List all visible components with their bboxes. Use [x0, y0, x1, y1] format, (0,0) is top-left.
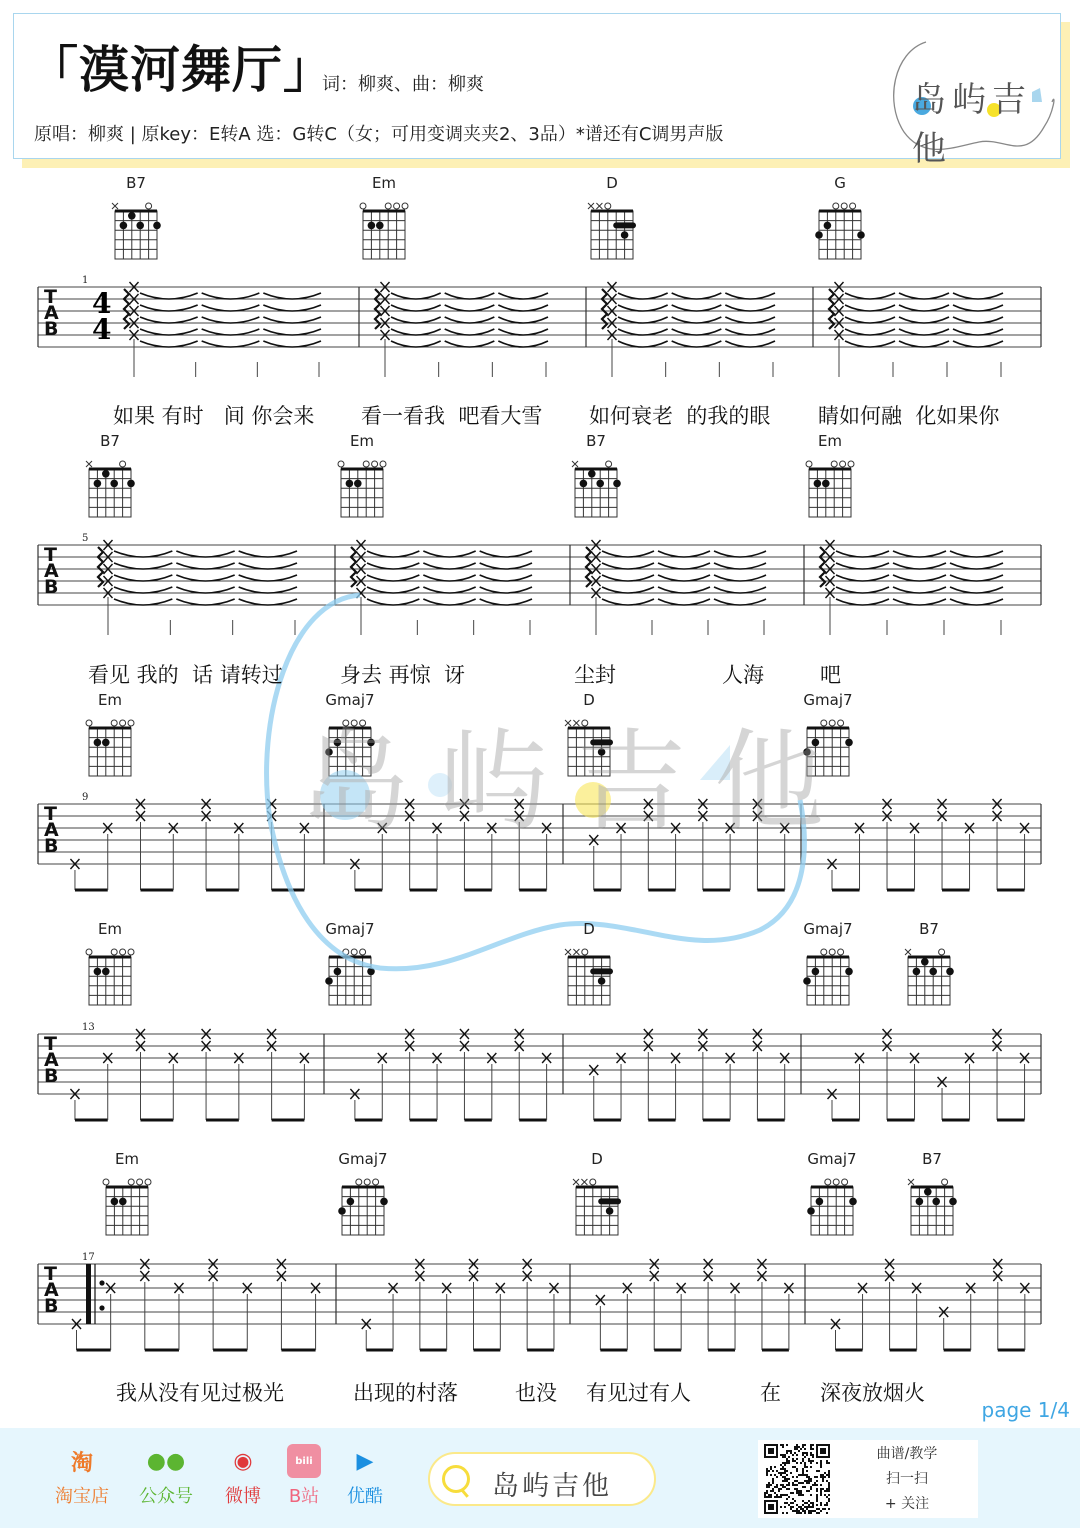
- chord-name-em: Em: [97, 691, 123, 709]
- svg-text:9: 9: [82, 792, 89, 803]
- lyric-segment: 人海: [722, 663, 764, 687]
- chord-name-em: Em: [371, 174, 397, 192]
- svg-text:A: A: [44, 560, 59, 582]
- lyric-segment: 吧: [820, 663, 841, 687]
- svg-text:B: B: [44, 318, 59, 340]
- taobao-icon: 淘: [70, 1450, 93, 1476]
- chord-diagram-b7: [908, 1179, 957, 1235]
- svg-text:T: T: [44, 286, 57, 308]
- social-link-2[interactable]: [211, 1444, 275, 1508]
- lyric-segment: 看一看我 吧看大雪: [361, 404, 543, 428]
- chord-diagram-em: [86, 720, 134, 776]
- social-label: 优酷: [347, 1486, 383, 1507]
- chord-diagram-g: [815, 203, 865, 259]
- chord-name-b7: B7: [586, 432, 606, 450]
- chord-name-d: D: [583, 691, 595, 709]
- tab-system-4: [38, 1022, 1041, 1120]
- svg-text:B: B: [44, 835, 59, 857]
- chord-diagram-em: [86, 949, 134, 1005]
- chord-name-d: D: [591, 1150, 603, 1168]
- search-text: 岛屿吉他: [492, 1471, 612, 1502]
- svg-text:T: T: [44, 1263, 57, 1285]
- svg-text:A: A: [44, 302, 59, 324]
- social-label: 淘宝店: [55, 1486, 109, 1507]
- lyric-segment: 出现的村落: [353, 1381, 458, 1405]
- svg-text:17: 17: [82, 1252, 95, 1263]
- tab-system-1: [38, 275, 1041, 377]
- song-title: 「漠河舞厅」: [28, 41, 334, 99]
- svg-text:T: T: [44, 1033, 57, 1055]
- qr-card[interactable]: [758, 1440, 978, 1518]
- chord-diagram-d: [588, 203, 633, 259]
- social-label: B站: [288, 1486, 320, 1507]
- svg-text:A: A: [44, 1049, 59, 1071]
- song-credits: 词：柳爽、曲：柳爽: [322, 74, 484, 95]
- social-link-1[interactable]: [134, 1444, 198, 1508]
- chord-diagram-gmaj7: [807, 1179, 857, 1235]
- lyric-segment: 尘封: [574, 663, 616, 687]
- svg-text:4: 4: [92, 313, 112, 346]
- lyric-segment: 如果 有时 间 你会来: [113, 404, 315, 428]
- social-link-4[interactable]: [333, 1444, 397, 1508]
- brand-watermark: [267, 595, 852, 969]
- chord-name-gmaj7: Gmaj7: [803, 691, 853, 709]
- svg-text:T: T: [44, 544, 57, 566]
- chord-diagram-b7: [86, 461, 135, 517]
- lyric-segment: 深夜放烟火: [820, 1381, 925, 1405]
- social-link-3[interactable]: [272, 1444, 336, 1508]
- chord-name-g: G: [834, 174, 846, 192]
- svg-text:T: T: [44, 803, 57, 825]
- svg-text:A: A: [44, 819, 59, 841]
- chord-diagram-b7: [572, 461, 621, 517]
- lyric-segment: 在: [760, 1381, 781, 1405]
- svg-text:13: 13: [82, 1022, 95, 1033]
- lyric-segment: 也没: [515, 1381, 557, 1405]
- logo-text: 岛屿吉他: [912, 80, 1032, 169]
- chord-name-gmaj7: Gmaj7: [325, 691, 375, 709]
- lyric-segment: 睛如何融 化如果你: [818, 404, 1000, 428]
- qr-code-icon: [764, 1444, 830, 1514]
- lyric-segment: 如何衰老 的我的眼: [589, 404, 771, 428]
- chord-name-gmaj7: Gmaj7: [325, 920, 375, 938]
- svg-text:4: 4: [92, 287, 112, 320]
- chord-name-b7: B7: [919, 920, 939, 938]
- bilibili-icon: bili: [287, 1444, 321, 1478]
- chord-name-d: D: [583, 920, 595, 938]
- social-link-0[interactable]: [50, 1444, 114, 1508]
- chord-name-em: Em: [817, 432, 843, 450]
- youku-icon: ▶: [356, 1448, 374, 1474]
- tab-system-5: [38, 1252, 1041, 1350]
- lyric-segment: 我从没有见过极光: [116, 1381, 284, 1405]
- chord-diagram-gmaj7: [338, 1179, 388, 1235]
- svg-text:B: B: [44, 576, 59, 598]
- svg-text:岛屿吉他: 岛屿吉他: [300, 718, 852, 846]
- song-info: 原唱：柳爽 | 原key：E转A 选：G转C（女；可用变调夹夹2、3品）*谱还有C调男声版: [34, 124, 724, 145]
- lyric-segment: 有见过有人: [586, 1381, 691, 1405]
- svg-text:5: 5: [82, 533, 89, 544]
- chord-diagram-b7: [112, 203, 161, 259]
- chord-name-em: Em: [97, 920, 123, 938]
- svg-text:1: 1: [82, 275, 89, 286]
- chord-name-b7: B7: [100, 432, 120, 450]
- search-box[interactable]: [428, 1452, 656, 1506]
- svg-text:B: B: [44, 1065, 59, 1087]
- chord-diagram-em: [338, 461, 386, 517]
- chord-diagram-b7: [905, 949, 954, 1005]
- chord-name-b7: B7: [922, 1150, 942, 1168]
- social-label: 公众号: [139, 1486, 193, 1507]
- chord-name-gmaj7: Gmaj7: [803, 920, 853, 938]
- qr-line-1: 曲谱/教学: [876, 1446, 938, 1462]
- weibo-icon: ◉: [233, 1448, 253, 1474]
- chord-name-d: D: [606, 174, 618, 192]
- lyric-segment: 身去 再惊 讶: [340, 663, 466, 687]
- svg-text:B: B: [44, 1295, 59, 1317]
- wechat-icon: ●●: [146, 1448, 186, 1474]
- chord-diagram-gmaj7: [803, 949, 853, 1005]
- page-indicator: page 1/4: [981, 1398, 1070, 1422]
- chord-name-em: Em: [349, 432, 375, 450]
- chord-diagram-d: [573, 1179, 618, 1235]
- chord-name-em: Em: [114, 1150, 140, 1168]
- tab-system-2: [38, 533, 1041, 635]
- qr-line-3: + 关注: [884, 1496, 930, 1512]
- chord-diagram-d: [565, 949, 610, 1005]
- lyric-segment: 看见 我的 话 请转过: [88, 663, 283, 687]
- chord-name-b7: B7: [126, 174, 146, 192]
- chord-diagram-em: [806, 461, 854, 517]
- footer-bar: [0, 1428, 1080, 1528]
- search-icon: [442, 1465, 470, 1493]
- chord-diagram-em: [360, 203, 408, 259]
- qr-line-2: 扫一扫: [886, 1471, 928, 1487]
- chord-diagram-em: [103, 1179, 151, 1235]
- social-label: 微博: [225, 1486, 261, 1507]
- chord-name-gmaj7: Gmaj7: [807, 1150, 857, 1168]
- chord-name-gmaj7: Gmaj7: [338, 1150, 388, 1168]
- qr-caption: [842, 1442, 972, 1517]
- svg-text:A: A: [44, 1279, 59, 1301]
